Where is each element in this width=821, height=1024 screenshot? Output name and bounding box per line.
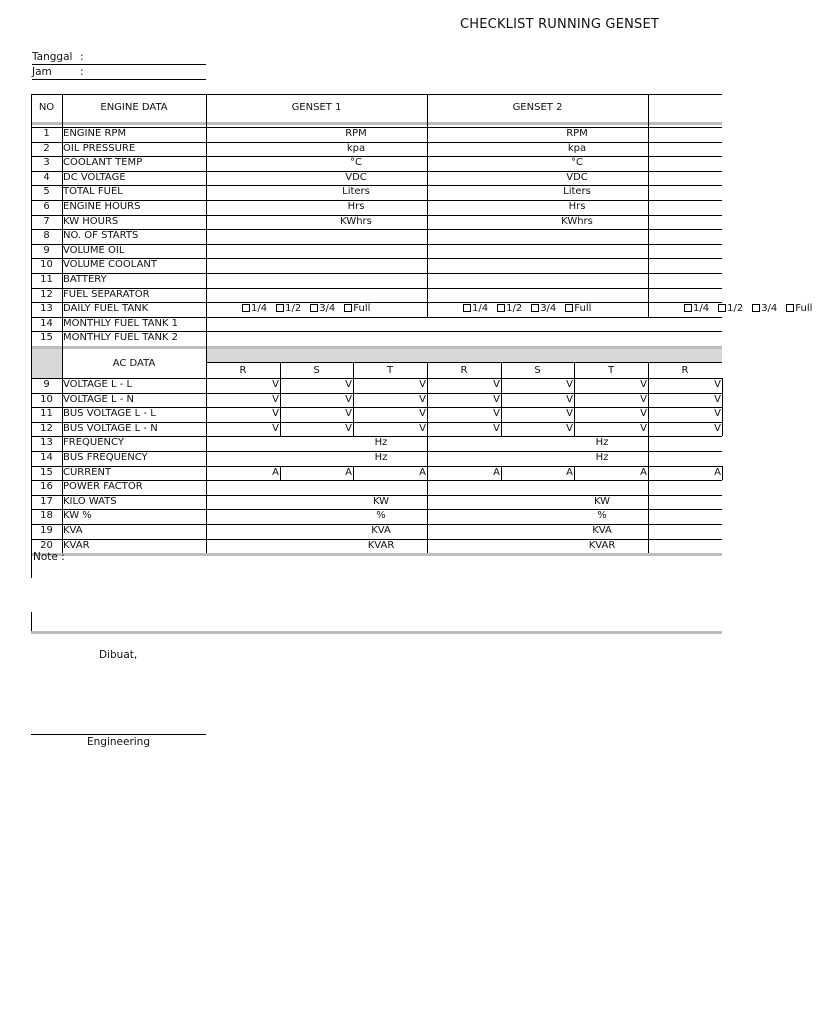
row-rule (206, 362, 722, 363)
phase-unit-cell[interactable]: V (493, 379, 500, 390)
daily-fuel-tank-options[interactable] (683, 302, 813, 317)
row-number: 9 (43, 379, 50, 390)
time-colon: : (80, 66, 84, 78)
engine-data-label: OIL PRESSURE (63, 142, 136, 154)
phase-unit-cell[interactable]: V (714, 408, 721, 420)
phase-unit-cell[interactable]: V (640, 393, 647, 405)
phase-unit-cell[interactable]: V (714, 379, 721, 390)
tank-option-label: Full (353, 303, 371, 315)
ac-data-label: KILO WATS (63, 495, 117, 507)
phase-unit-cell[interactable]: V (345, 422, 352, 434)
checkbox-icon[interactable] (310, 304, 318, 312)
phase-unit-cell[interactable]: V (714, 393, 721, 405)
checkbox-icon[interactable] (786, 304, 794, 312)
phase-unit-cell[interactable]: V (566, 408, 573, 420)
row-number: 2 (43, 142, 50, 154)
column-rule (722, 393, 723, 408)
row-number: 14 (40, 317, 53, 329)
genset-1-unit[interactable]: KWhrs (340, 215, 372, 227)
header-genset-1: GENSET 1 (291, 102, 342, 113)
row-number: 5 (43, 186, 50, 198)
genset-2-unit[interactable]: VDC (566, 171, 588, 183)
row-rule (31, 244, 722, 245)
ac-header-shade (206, 349, 722, 362)
row-number: 9 (43, 244, 50, 256)
ac-data-label: VOLTAGE L - N (63, 393, 134, 405)
row-rule (31, 288, 722, 289)
column-rule (427, 94, 428, 317)
ac-data-label: BUS VOLTAGE L - L (63, 408, 156, 420)
tank-option-label: Full (795, 303, 813, 315)
tank-option-label: 1/4 (693, 303, 710, 315)
tank-option-label: 1/2 (285, 303, 302, 315)
column-rule (427, 362, 428, 378)
tank-option-label: 1/4 (251, 303, 268, 315)
ac-data-label: CURRENT (63, 466, 112, 478)
engine-data-label: KW HOURS (63, 215, 119, 227)
checkbox-icon[interactable] (565, 304, 573, 312)
genset-2-unit[interactable]: Liters (563, 186, 591, 198)
header-no: NO (38, 102, 55, 113)
genset-2-unit[interactable]: RPM (566, 128, 588, 139)
time-field[interactable] (32, 66, 206, 80)
phase-unit-cell[interactable]: V (419, 422, 426, 434)
tank-option-label: 3/4 (540, 303, 557, 315)
checkbox-icon[interactable] (531, 304, 539, 312)
phase-unit-cell[interactable]: V (566, 379, 573, 390)
phase-unit-cell[interactable]: V (714, 422, 721, 434)
column-rule (501, 362, 502, 378)
phase-header-t: T (607, 365, 615, 376)
phase-unit-cell[interactable]: A (640, 466, 647, 478)
genset-2-unit[interactable]: Hrs (568, 201, 586, 212)
ac-data-label: POWER FACTOR (63, 481, 143, 493)
phase-unit-cell[interactable]: V (272, 379, 279, 390)
phase-unit-cell[interactable]: V (419, 393, 426, 405)
row-number: 20 (40, 539, 53, 551)
row-number: 12 (40, 288, 53, 300)
phase-unit-cell[interactable]: V (345, 379, 352, 390)
engine-data-label: TOTAL FUEL (63, 186, 123, 198)
engine-data-label: MONTHLY FUEL TANK 2 (63, 332, 179, 344)
tank-option-label: 1/2 (506, 303, 523, 315)
column-rule (62, 94, 63, 553)
phase-header-r: R (681, 365, 689, 376)
phase-unit-cell[interactable]: V (419, 379, 426, 390)
phase-unit-cell[interactable]: V (272, 422, 279, 434)
genset-2-unit[interactable]: KVAR (588, 539, 616, 551)
row-rule (31, 451, 722, 452)
note-box[interactable] (31, 549, 722, 633)
checkbox-icon[interactable] (497, 304, 505, 312)
row-rule (31, 539, 722, 540)
date-field[interactable] (32, 51, 206, 65)
phase-unit-cell[interactable]: V (272, 393, 279, 405)
phase-unit-cell[interactable]: A (272, 466, 279, 478)
header-engine-data: ENGINE DATA (100, 102, 168, 113)
genset-1-unit[interactable]: KVAR (367, 539, 395, 551)
genset-1-unit[interactable]: RPM (345, 128, 367, 139)
phase-unit-cell[interactable]: V (566, 393, 573, 405)
row-rule (31, 524, 722, 525)
row-number: 8 (43, 230, 50, 242)
phase-unit-cell[interactable]: V (493, 422, 500, 434)
page-title: CHECKLIST RUNNING GENSET (460, 17, 660, 32)
tank-option-label: 3/4 (319, 303, 336, 315)
phase-header-s: S (313, 365, 320, 376)
engine-data-label: ENGINE HOURS (63, 201, 141, 212)
phase-unit-cell[interactable]: V (345, 408, 352, 420)
ac-header-shade (31, 349, 62, 378)
genset-2-unit[interactable]: kpa (567, 142, 587, 154)
checkbox-icon[interactable] (684, 304, 692, 312)
ac-data-header: AC DATA (112, 358, 156, 369)
genset-1-unit[interactable]: Liters (342, 186, 370, 198)
row-rule (31, 142, 722, 143)
genset-1-unit[interactable]: kpa (346, 142, 366, 154)
phase-unit-cell[interactable]: V (640, 422, 647, 434)
phase-unit-cell[interactable]: A (493, 466, 500, 478)
genset-1-unit[interactable]: VDC (345, 171, 367, 183)
row-number: 16 (40, 481, 53, 493)
row-number: 15 (40, 466, 53, 478)
column-rule (206, 94, 207, 553)
note-label: Note : (33, 551, 65, 563)
phase-header-t: T (386, 365, 394, 376)
genset-1-unit[interactable]: KVA (371, 525, 391, 536)
genset-1-unit[interactable]: °C (350, 157, 362, 169)
checkbox-icon[interactable] (242, 304, 250, 312)
engine-data-label: MONTHLY FUEL TANK 1 (63, 317, 179, 329)
row-rule (31, 127, 722, 128)
row-rule (31, 509, 722, 510)
phase-unit-cell[interactable]: V (493, 408, 500, 420)
genset-2-unit[interactable]: °C (571, 157, 583, 169)
column-rule (722, 407, 723, 422)
phase-header-s: S (534, 365, 541, 376)
made-by-label: Dibuat, (99, 649, 138, 661)
ac-data-label: VOLTAGE L - L (63, 379, 133, 390)
phase-header-r: R (239, 365, 247, 376)
phase-unit-cell[interactable]: V (640, 379, 647, 390)
column-rule (427, 378, 428, 553)
ac-data-label: BUS FREQUENCY (63, 452, 148, 463)
checkbox-icon[interactable] (463, 304, 471, 312)
row-rule (31, 480, 722, 481)
row-rule (31, 393, 722, 394)
column-rule (648, 94, 649, 317)
engine-data-label: COOLANT TEMP (63, 157, 143, 169)
phase-unit-cell[interactable]: V (272, 408, 279, 420)
row-rule (31, 407, 722, 408)
row-rule (31, 466, 722, 467)
row-rule (31, 171, 722, 172)
date-label: Tanggal (32, 51, 73, 63)
genset-2-unit[interactable]: Hz (595, 452, 609, 463)
thick-rule (31, 122, 722, 125)
row-number: 15 (40, 332, 53, 344)
row-number: 7 (43, 215, 50, 227)
row-rule (31, 302, 722, 303)
daily-fuel-tank-options[interactable] (462, 302, 648, 317)
genset-2-unit[interactable]: KW (593, 495, 611, 507)
genset-2-unit[interactable]: KWhrs (561, 215, 593, 227)
row-number: 10 (40, 393, 53, 405)
department-label: Engineering (87, 736, 150, 748)
checkbox-icon[interactable] (276, 304, 284, 312)
engine-data-label: DAILY FUEL TANK (63, 303, 149, 315)
ac-data-label: FREQUENCY (63, 437, 124, 449)
engine-data-label: DC VOLTAGE (63, 171, 126, 183)
row-number: 1 (43, 128, 50, 139)
column-rule (353, 362, 354, 378)
row-number: 18 (40, 510, 53, 522)
genset-1-unit[interactable]: Hz (374, 437, 388, 449)
phase-unit-cell[interactable]: V (419, 408, 426, 420)
engine-data-label: NO. OF STARTS (63, 230, 139, 242)
ac-data-label: KVAR (63, 539, 90, 551)
row-rule (31, 185, 722, 186)
row-rule (31, 422, 722, 423)
header-genset-2: GENSET 2 (512, 102, 563, 113)
row-number: 14 (40, 452, 53, 463)
engine-data-label: VOLUME COOLANT (63, 259, 158, 271)
phase-unit-cell[interactable]: A (345, 466, 352, 478)
phase-unit-cell[interactable]: V (640, 408, 647, 420)
phase-unit-cell[interactable]: A (419, 466, 426, 478)
tank-option-label: Full (574, 303, 592, 315)
daily-fuel-tank-options[interactable] (241, 302, 427, 317)
genset-1-unit[interactable]: Hrs (347, 201, 365, 212)
row-number: 13 (40, 303, 53, 315)
checkbox-icon[interactable] (344, 304, 352, 312)
row-rule (31, 200, 722, 201)
row-rule (31, 331, 722, 332)
column-rule (648, 378, 649, 553)
column-rule (648, 362, 649, 378)
row-number: 4 (43, 171, 50, 183)
column-rule (722, 378, 723, 393)
genset-2-unit[interactable]: KVA (592, 525, 612, 536)
row-rule (31, 317, 722, 318)
tank-option-label: 1/2 (727, 303, 744, 315)
time-label: Jam (32, 66, 52, 78)
phase-unit-cell[interactable]: V (566, 422, 573, 434)
phase-unit-cell[interactable]: A (566, 466, 573, 478)
column-rule (722, 466, 723, 481)
row-rule (31, 258, 722, 259)
genset-1-unit[interactable]: Hz (374, 452, 388, 463)
ac-data-label: BUS VOLTAGE L - N (63, 422, 158, 434)
phase-header-r: R (460, 365, 468, 376)
row-number: 12 (40, 422, 53, 434)
checkbox-icon[interactable] (752, 304, 760, 312)
row-number: 6 (43, 201, 50, 212)
row-number: 13 (40, 437, 53, 449)
row-rule (31, 436, 722, 437)
checkbox-icon[interactable] (718, 304, 726, 312)
genset-1-unit[interactable]: % (376, 510, 386, 522)
row-number: 19 (40, 525, 53, 536)
row-rule (31, 229, 722, 230)
row-number: 3 (43, 157, 50, 169)
signature-line[interactable] (31, 734, 206, 735)
genset-1-unit[interactable]: KW (372, 495, 390, 507)
column-rule (574, 362, 575, 378)
engine-data-label: BATTERY (63, 274, 107, 285)
row-number: 11 (40, 408, 53, 420)
engine-data-label: ENGINE RPM (63, 128, 127, 139)
phase-unit-cell[interactable]: V (345, 393, 352, 405)
engine-data-label: VOLUME OIL (63, 244, 125, 256)
row-rule (31, 215, 722, 216)
row-rule (31, 156, 722, 157)
row-number: 11 (40, 274, 53, 285)
row-rule (31, 273, 722, 274)
ac-data-label: KVA (63, 525, 83, 536)
column-rule (280, 362, 281, 378)
tank-option-label: 1/4 (472, 303, 489, 315)
row-number: 17 (40, 495, 53, 507)
engine-data-label: FUEL SEPARATOR (63, 288, 150, 300)
genset-2-unit[interactable]: Hz (595, 437, 609, 449)
date-colon: : (80, 51, 84, 63)
phase-unit-cell[interactable]: A (714, 466, 721, 478)
phase-unit-cell[interactable]: V (493, 393, 500, 405)
column-rule (722, 422, 723, 437)
tank-option-label: 3/4 (761, 303, 778, 315)
row-rule (31, 495, 722, 496)
row-number: 10 (40, 259, 53, 271)
genset-2-unit[interactable]: % (597, 510, 607, 522)
ac-data-label: KW % (63, 510, 92, 522)
column-rule (31, 94, 32, 553)
